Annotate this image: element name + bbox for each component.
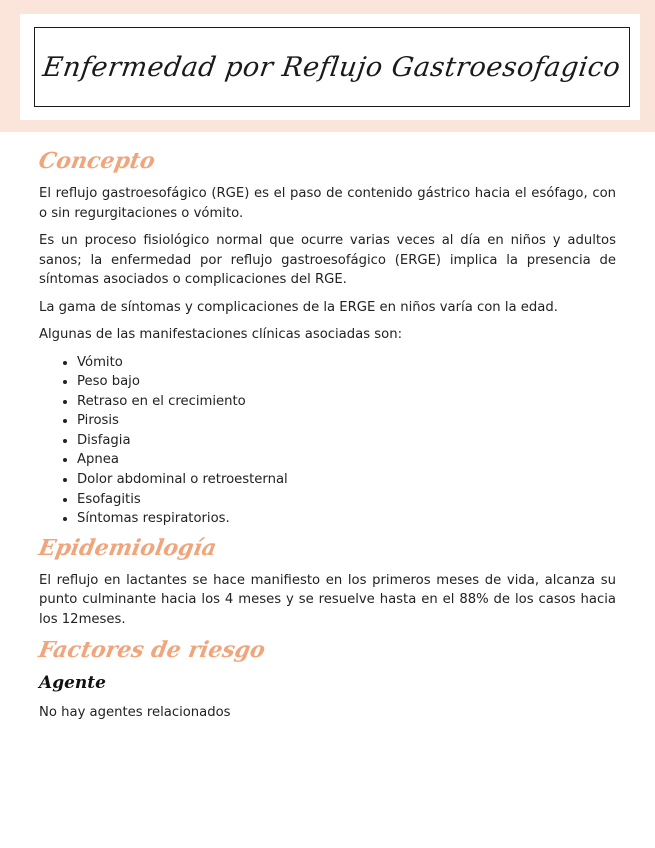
epidemiologia-heading: Epidemiología — [36, 534, 219, 561]
concepto-paragraph-3: La gama de síntomas y complicaciones de la ERGE en niños varía con la edad. — [39, 299, 558, 315]
title-box — [34, 27, 630, 107]
list-item: • Dolor abdominal o retroesternal — [77, 470, 616, 490]
list-item: • Peso bajo — [77, 372, 616, 392]
list-item: • Síntomas respiratorios. — [77, 509, 616, 529]
page-title: Enfermedad por Reflujo Gastroesofagico — [41, 51, 623, 83]
factores-heading: Factores de riesgo — [36, 637, 268, 664]
agente-subheading: Agente — [39, 673, 106, 694]
concepto-paragraph-2: Es un proceso fisiológico normal que ocurre varias veces al día en niños y adultos sanos; la enfermedad por reflujo gastroesofágico (ERGE) implica la presencia de síntomas asociados o complicaciones del RGE. — [39, 233, 616, 287]
list-item: • Disfagia — [77, 431, 616, 451]
list-item: • Pirosis — [77, 411, 616, 431]
concepto-heading: Concepto — [36, 148, 158, 174]
concepto-paragraph-4: Algunas de las manifestaciones clínicas asociadas son: — [39, 327, 403, 342]
concepto-paragraph-1: El reflujo gastroesofágico (RGE) es el paso de contenido gástrico hacia el esófago, con o sin regurgitaciones o vómito. — [39, 186, 616, 221]
list-item: • Apnea — [77, 450, 616, 470]
manifestations-list — [39, 353, 616, 529]
list-item: • Esofagitis — [77, 490, 616, 510]
factores-paragraph: No hay agentes relacionados — [39, 705, 231, 721]
document-body — [36, 148, 616, 731]
list-item: • Retraso en el crecimiento — [77, 392, 616, 412]
list-item: • Vómito — [77, 353, 616, 373]
epidemiologia-paragraph: El reflujo en lactantes se hace manifiesto en los primeros meses de vida, alcanza su punto culminante hacia los 4 meses y se resuelve hasta en el 88% de los casos hacia los 12meses. — [39, 572, 616, 627]
